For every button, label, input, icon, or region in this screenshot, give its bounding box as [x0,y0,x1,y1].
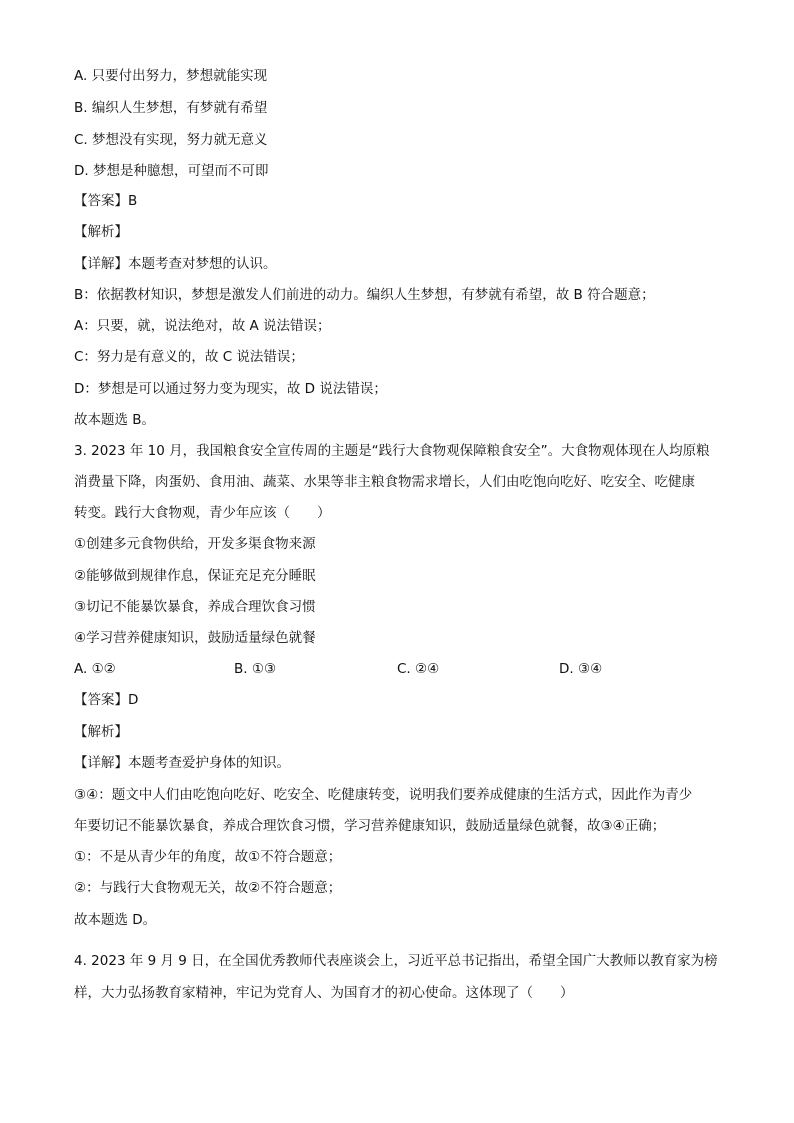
q3-explanation-line-1: ③④：题文中人们由吃饱向吃好、吃安全、吃健康转变，说明我们要养成健康的生活方式，因此作为青少 [74,787,693,803]
q3-statement-1: ①创建多元食物供给，开发多渠食物来源 [74,536,316,552]
q3-statement-4: ④学习营养健康知识，鼓励适量绿色就餐 [74,630,316,646]
q2-explanation-d: D：梦想是可以通过努力变为现实，故 D 说法错误； [74,381,387,397]
q2-answer: 【答案】B [74,193,138,209]
q3-explanation-line-3: ①：不是从青少年的角度，故①不符合题意； [74,849,342,865]
q3-analysis-label: 【解析】 [74,724,128,740]
q4-stem-line-2: 样，大力弘扬教育家精神，牢记为党育人、为国育才的初心使命。这体现了（ ） [74,985,574,1001]
q2-analysis-label: 【解析】 [74,224,128,240]
q3-choices [74,660,734,678]
q3-choice-c: C. ②④ [397,661,440,677]
q3-explanation-line-4: ②：与践行大食物观无关，故②不符合题意； [74,880,342,896]
q3-statement-2: ②能够做到规律作息，保证充足充分睡眠 [74,568,316,584]
q2-detail: 【详解】本题考查对梦想的认识。 [74,256,277,272]
q2-explanation-c: C：努力是有意义的，故 C 说法错误； [74,349,304,365]
q3-detail: 【详解】本题考查爱护身体的知识。 [74,755,290,771]
q2-explanation-a: A：只要，就，说法绝对，故 A 说法错误； [74,318,331,334]
q2-option-b: B. 编织人生梦想，有梦就有希望 [74,100,268,116]
q4-stem-line-1: 4. 2023 年 9 月 9 日，在全国优秀教师代表座谈会上，习近平总书记指出，希望全国广大教师以教育家为榜 [74,953,718,969]
q3-choice-a: A. ①② [74,661,116,677]
q2-explanation-b: B：依据教材知识，梦想是激发人们前进的动力。编织人生梦想，有梦就有希望，故 B 符合题意； [74,287,655,303]
q3-stem-line-3: 转变。践行大食物观，青少年应该（ ） [74,505,331,521]
q3-choice-d: D. ③④ [559,661,603,677]
q2-option-d: D. 梦想是种臆想，可望而不可即 [74,163,269,179]
q2-conclusion: 故本题选 B。 [74,412,156,428]
q3-statement-3: ③切记不能暴饮暴食，养成合理饮食习惯 [74,599,316,615]
q2-option-c: C. 梦想没有实现，努力就无意义 [74,132,268,148]
q3-answer: 【答案】D [74,692,139,708]
q3-choice-b: B. ①③ [234,661,277,677]
q3-stem-line-2: 消费量下降，肉蛋奶、食用油、蔬菜、水果等非主粮食物需求增长，人们由吃饱向吃好、吃安全、吃健康 [74,474,695,490]
q3-stem-line-1: 3. 2023 年 10 月，我国粮食安全宣传周的主题是“践行大食物观保障粮食安全”。大食物观体现在人均原粮 [74,443,710,459]
q2-option-a: A. 只要付出努力，梦想就能实现 [74,68,268,84]
q3-explanation-line-2: 年要切记不能暴饮暴食，养成合理饮食习惯，学习营养健康知识，鼓励适量绿色就餐，故③④正确； [74,818,666,834]
q3-conclusion: 故本题选 D。 [74,912,157,928]
